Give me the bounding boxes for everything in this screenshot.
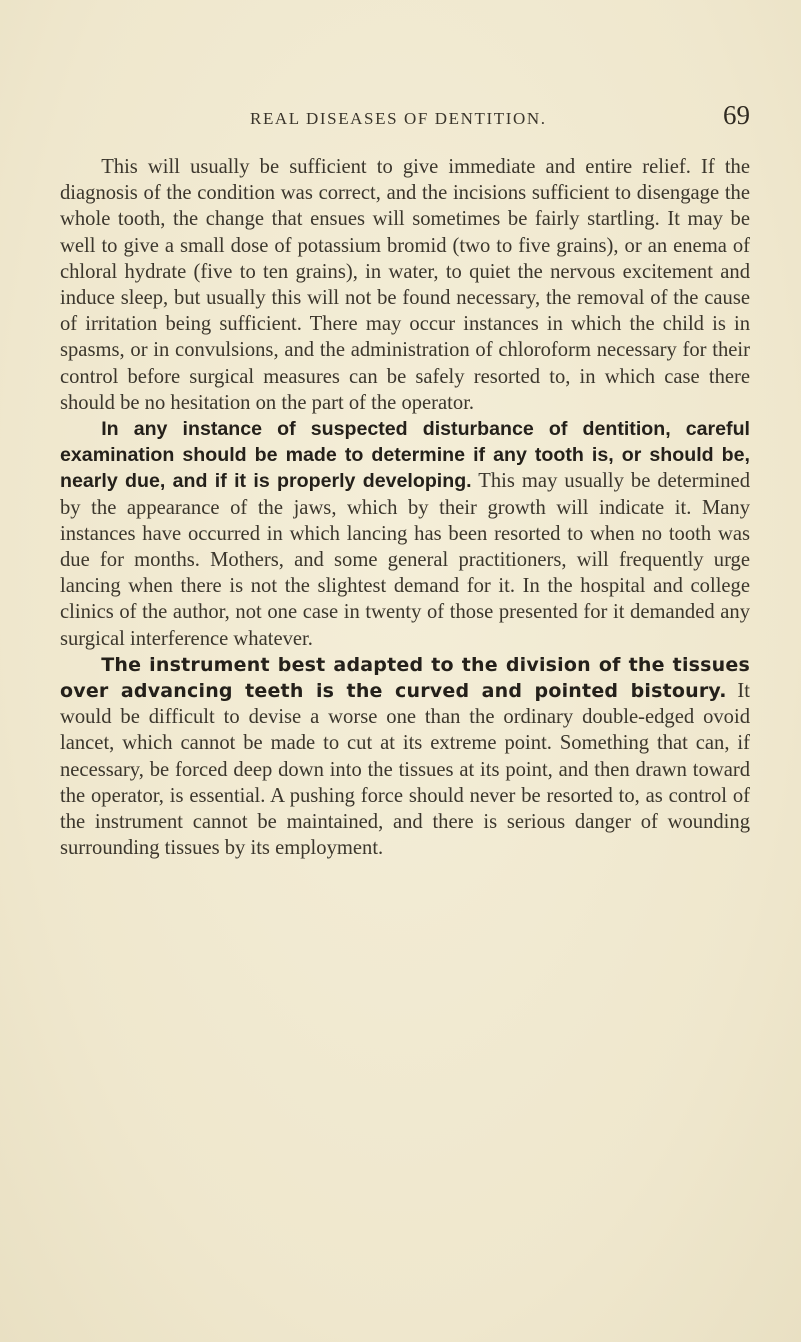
running-title: REAL DISEASES OF DENTITION. <box>250 109 547 128</box>
paragraph-instrument <box>60 652 750 862</box>
paragraph-bold-lead: In any instance of suspected disturbance of dentition, careful examination should be made to determine if any tooth is, or should be, nearly due, and if it is properly developing. <box>60 418 750 493</box>
page-number: 69 <box>723 100 750 130</box>
paragraph-text: This will usually be sufficient to give immediate and entire relief. If the diagnosis of the condition was correct, and the incisions sufficient to disengage the whole tooth, the change that ensues will sometimes be fairly startling. It may be well to give a small dose of potassium bromid (two to five grains), or an enema of chloral hydrate (five to ten grains), in water, to quiet the nervous excitement and induce sleep, but usually this will not be found necessary, the removal of the cause of irritation being sufficient. There may occur instances in which the child is in spasms, or in convulsions, and the administration of chloroform necessary for their control before surgical measures can be safely resorted to, in which case there should be no hesitation on the part of the operator. <box>60 156 750 414</box>
running-head <box>250 100 750 140</box>
paragraph-text: This may usually be determined by the appearance of the jaws, which by their growth will indicate it. Many instances have occurred in which lancing has been resorted to when no tooth was due for months. Mothers, and some general practitioners, will frequently urge lancing when there is not the slightest demand for it. In the hospital and college clinics of the author, not one case in twenty of those presented for it demanded any surgical interference whatever. <box>60 470 750 650</box>
paragraph-treatment-relief <box>60 154 750 416</box>
paragraph-text: It would be difficult to devise a worse one than the ordinary double-edged ovoid lancet, which cannot be made to cut at its extreme point. Something that can, if necessary, be forced deep down into the tissues at its point, and then drawn toward the operator, is essential. A pushing force should never be resorted to, as control of the instrument cannot be maintained, and there is serious danger of wounding surrounding tissues by its employment. <box>60 680 750 860</box>
body-text <box>60 154 750 861</box>
paragraph-bold-lead: The instrument best adapted to the division of the tissues over advancing teeth is the curved and pointed bistoury. <box>60 653 750 703</box>
paragraph-examination <box>60 416 750 652</box>
